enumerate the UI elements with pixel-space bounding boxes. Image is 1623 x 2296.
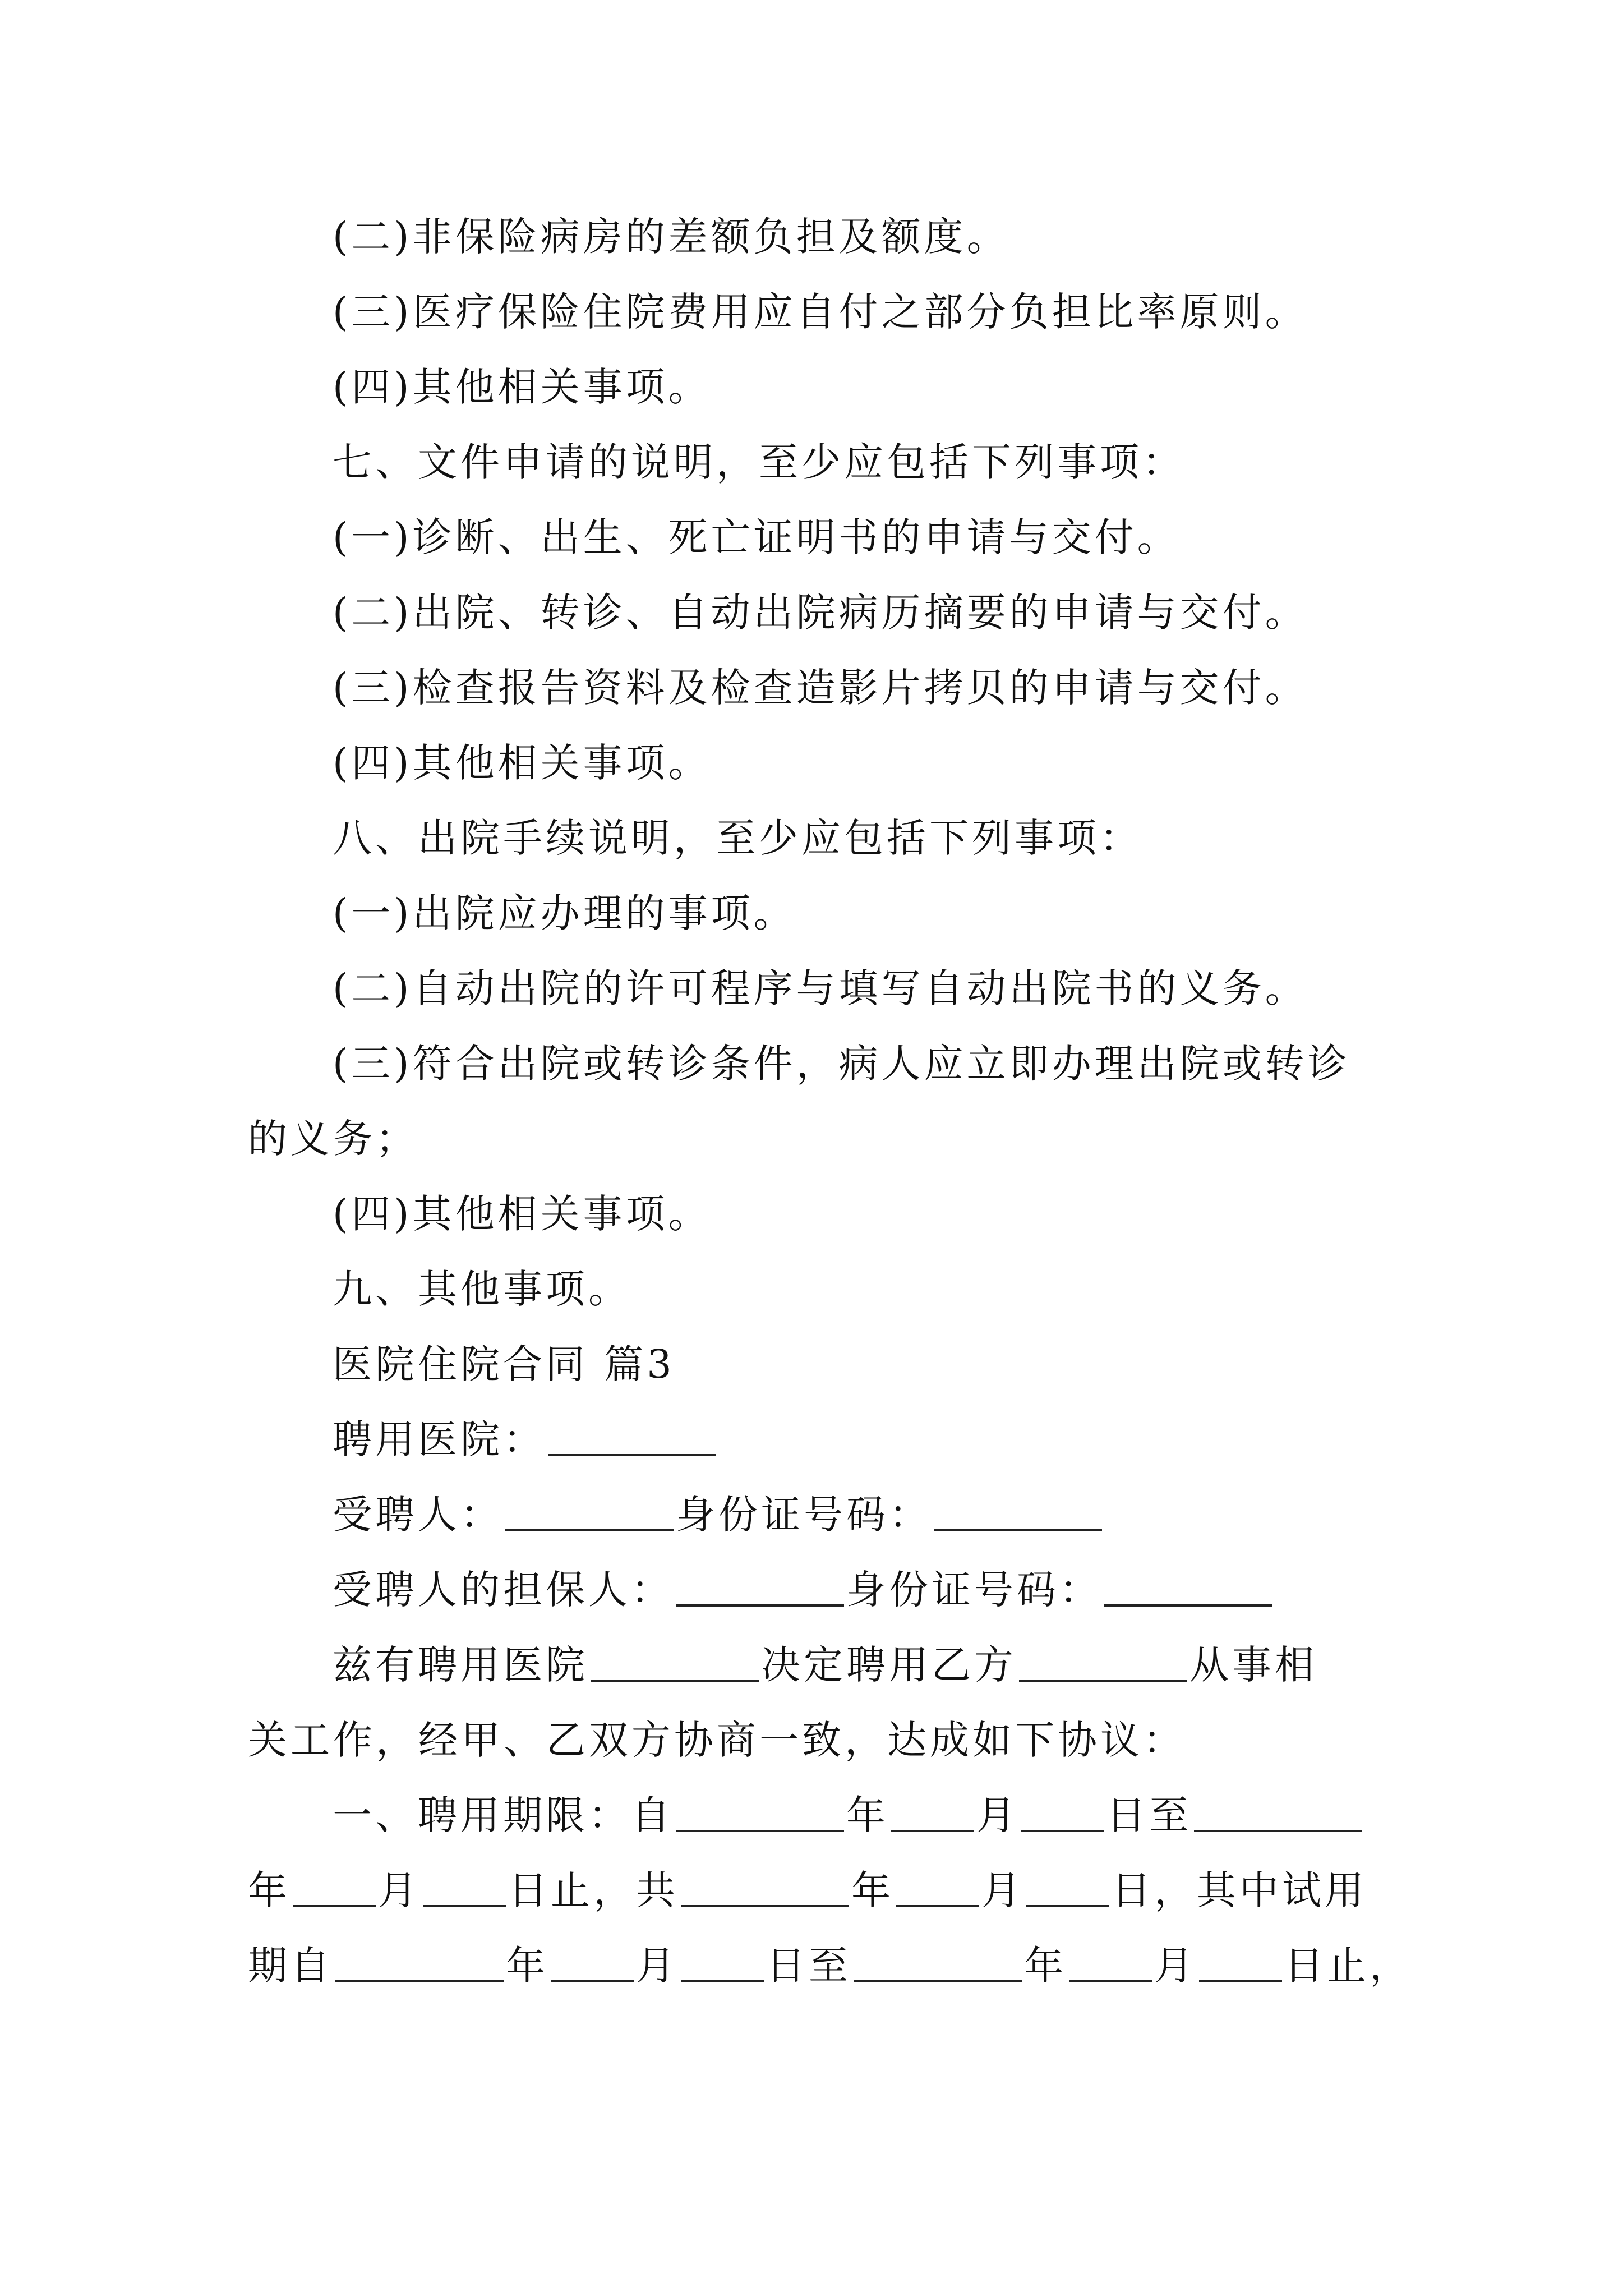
- total-day-blank[interactable]: [1026, 1866, 1109, 1907]
- year-text: 年: [846, 1792, 889, 1838]
- year-text: 年: [506, 1943, 548, 1989]
- paragraph: (二)出院、转诊、自动出院病历摘要的申请与交付。: [333, 590, 1308, 636]
- guarantor-line: [248, 1552, 1375, 1627]
- hospital-name-blank[interactable]: [591, 1640, 759, 1682]
- paragraph: (二)自动出院的许可程序与填写自动出院书的义务。: [333, 965, 1308, 1011]
- day-stop-text: 日止，: [1284, 1943, 1412, 1989]
- trial-start-year-blank[interactable]: [335, 1941, 504, 1982]
- paragraph: (三)医疗保险住院费用应自付之部分负担比率原则。: [333, 289, 1308, 335]
- paragraph: (二)非保险病房的差额负担及额度。: [333, 214, 1009, 260]
- day-trial-text: 日，其中试用: [1112, 1867, 1367, 1913]
- guarantor-name-blank[interactable]: [676, 1565, 844, 1607]
- year-text: 年: [248, 1867, 291, 1913]
- start-day-blank[interactable]: [1021, 1791, 1104, 1832]
- paragraph: (三)符合出院或转诊条件，病人应立即办理出院或转诊: [333, 1041, 1350, 1087]
- paragraph-continuation: 的义务；: [248, 1116, 418, 1162]
- guarantor-label: 受聘人的担保人：: [333, 1567, 674, 1613]
- month-text: 月: [981, 1867, 1024, 1913]
- term-line-3: [248, 1928, 1412, 2003]
- id-label: 身份证号码：: [676, 1492, 932, 1538]
- end-day-blank[interactable]: [423, 1866, 506, 1907]
- hospital-line: [248, 1402, 1375, 1477]
- year-text: 年: [1024, 1943, 1067, 1989]
- day-to-text: 日至: [1106, 1792, 1192, 1838]
- paragraph: (一)诊断、出生、死亡证明书的申请与交付。: [333, 514, 1180, 560]
- employee-id-blank[interactable]: [934, 1490, 1102, 1531]
- document-page: [248, 199, 1412, 2003]
- paragraph: (四)其他相关事项。: [333, 364, 711, 410]
- trial-start-month-blank[interactable]: [551, 1941, 634, 1982]
- end-year-blank[interactable]: [1194, 1791, 1362, 1832]
- term-line-1: [248, 1778, 1375, 1853]
- hospital-blank[interactable]: [548, 1415, 716, 1456]
- trial-end-month-blank[interactable]: [1069, 1941, 1152, 1982]
- term-line-2: [248, 1853, 1375, 1928]
- paragraph: (三)检查报告资料及检查造影片拷贝的申请与交付。: [333, 665, 1308, 711]
- party-b-blank[interactable]: [1019, 1640, 1187, 1682]
- trial-end-year-blank[interactable]: [854, 1941, 1022, 1982]
- month-text: 月: [976, 1792, 1019, 1838]
- agreement-line: [248, 1627, 1375, 1703]
- month-text: 月: [1154, 1943, 1197, 1989]
- agreement-text: 决定聘用乙方: [761, 1642, 1017, 1688]
- section-heading: 九、其他事项。: [333, 1266, 631, 1312]
- trial-start-day-blank[interactable]: [681, 1941, 764, 1982]
- term-label: 一、聘用期限：自: [333, 1792, 674, 1838]
- hospital-label: 聘用医院：: [333, 1416, 546, 1462]
- contract-title: 医院住院合同 篇3: [333, 1341, 675, 1387]
- total-year-blank[interactable]: [681, 1866, 849, 1907]
- end-month-blank[interactable]: [293, 1866, 376, 1907]
- employee-label: 受聘人：: [333, 1492, 503, 1538]
- paragraph: (四)其他相关事项。: [333, 1191, 711, 1237]
- start-year-blank[interactable]: [676, 1791, 844, 1832]
- month-text: 月: [636, 1943, 679, 1989]
- agreement-text: 从事相: [1189, 1642, 1317, 1688]
- paragraph: (一)出院应办理的事项。: [333, 890, 796, 936]
- trial-end-day-blank[interactable]: [1199, 1941, 1282, 1982]
- section-heading: 八、出院手续说明，至少应包括下列事项：: [333, 815, 1142, 861]
- paragraph-continuation: 关工作，经甲、乙双方协商一致，达成如下协议：: [248, 1717, 1186, 1763]
- day-to-text: 日至: [766, 1943, 851, 1989]
- section-heading: 七、文件申请的说明，至少应包括下列事项：: [333, 439, 1185, 485]
- employee-name-blank[interactable]: [505, 1490, 674, 1531]
- start-month-blank[interactable]: [891, 1791, 974, 1832]
- month-text: 月: [378, 1867, 421, 1913]
- agreement-text: 兹有聘用医院: [333, 1642, 588, 1688]
- employee-line: [248, 1477, 1375, 1552]
- paragraph: (四)其他相关事项。: [333, 740, 711, 786]
- year-text: 年: [851, 1867, 894, 1913]
- total-month-blank[interactable]: [896, 1866, 979, 1907]
- id-label: 身份证号码：: [846, 1567, 1102, 1613]
- day-end-text: 日止，共: [508, 1867, 679, 1913]
- trial-start-text: 期自: [248, 1943, 333, 1989]
- guarantor-id-blank[interactable]: [1104, 1565, 1272, 1607]
